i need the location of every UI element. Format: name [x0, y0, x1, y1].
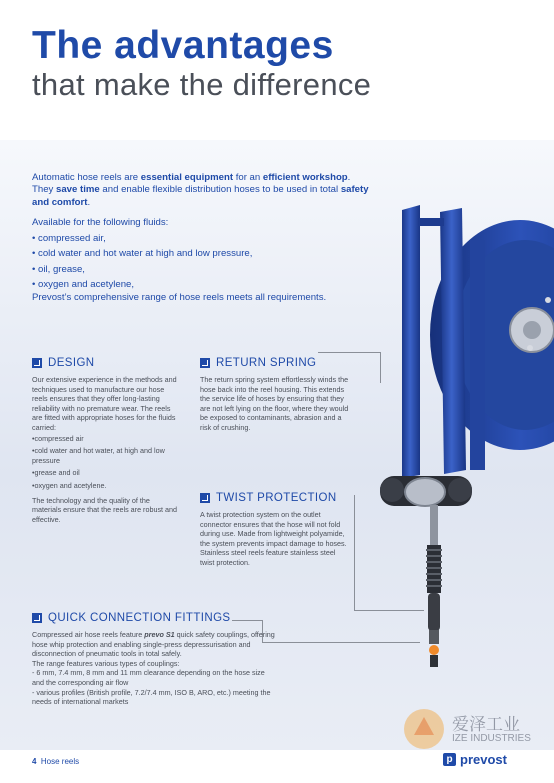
page-number: 4 Hose reels: [32, 757, 80, 766]
return-spring-body: The return spring system effortlessly winds the hose back into the reel housing. This extends the service life of hoses by ensuring that they are not left lying on the floor, where they would be exposed to contaminants, abrasion and a risk of crushing.: [200, 375, 349, 432]
intro-paragraph: Automatic hose reels are essential equipment for an efficient workshop. They save time and enable flexible distribution hoses to be used in total safety and comfort.: [32, 172, 369, 208]
list-item: - 6 mm, 7.4 mm, 8 mm and 11 mm clearance depending on the hose size and the corresponding air flow: [32, 668, 265, 687]
section-heading-return-spring: RETURN SPRING: [200, 357, 316, 369]
watermark-en: IZE INDUSTRIES: [452, 733, 531, 744]
arrow-icon: [32, 613, 42, 623]
list-item: • oxygen and acetylene,: [32, 277, 252, 292]
page-title: The advantages: [32, 24, 334, 67]
arrow-icon: [32, 358, 42, 368]
list-item: • compressed air,: [32, 231, 252, 246]
quick-connection-body: [32, 630, 277, 707]
design-body: [32, 375, 178, 524]
hose-assembly: [426, 505, 442, 667]
design-list: [32, 434, 178, 491]
leader-line-twist-h: [354, 610, 424, 611]
range-statement: Prevost’s comprehensive range of hose reels meets all requirements.: [32, 292, 327, 303]
list-item: • compressed air: [32, 434, 178, 444]
list-item: • cold water and hot water at high and low pressure,: [32, 246, 252, 261]
quick-connection-range: The range features various types of couplings:: [32, 658, 180, 668]
section-heading-twist-protection: TWIST PROTECTION: [200, 492, 337, 504]
brand-logo: p prevost: [443, 752, 507, 767]
brand-mark-icon: p: [443, 753, 456, 766]
twist-protection-body: A twist protection system on the outlet connector ensures that the hose will not fold during use. Made from lightweight polyamide, the system prevents impact damage to hoses. Stainless steel reels feature stainless steel twist protection.: [200, 510, 347, 567]
page-subtitle: that make the difference: [32, 67, 372, 102]
section-heading-design: DESIGN: [32, 357, 95, 369]
watermark-cn: 爱泽工业: [452, 715, 520, 735]
watermark-logo-icon: [400, 705, 448, 753]
arrow-icon: [200, 493, 210, 503]
leader-line-quick-h: [262, 642, 420, 643]
list-item: - various profiles (British profile, 7.2/7.4 mm, ISO B, ARO, etc.) meeting the needs of international markets: [32, 687, 271, 707]
quick-connection-text: Compressed air hose reels feature prevo S1 quick safety couplings, offering hose whip protection and enabling single-press depressurisation and disconnection of pneumatic tools in total safely.: [32, 630, 275, 659]
design-text: Our extensive experience in the methods and techniques used to manufacture our hose reels ensures that they offer long-lasting reliability with no premature wear. The reels are fitted with appropriate hoses for the fluids carried:: [32, 375, 177, 432]
guide-rollers: [380, 476, 472, 506]
reel-frame: [402, 205, 485, 478]
arrow-icon: [200, 358, 210, 368]
list-item: • oil, grease,: [32, 262, 252, 277]
list-item: • grease and oil: [32, 468, 178, 478]
design-text-2: The technology and the quality of the materials ensure that the reels are robust and effective.: [32, 495, 178, 524]
list-item: • cold water and hot water, at high and low pressure: [32, 446, 178, 465]
leader-line-twist: [354, 495, 355, 610]
list-item: • oxygen and acetylene.: [32, 481, 178, 491]
section-heading-quick-connection: QUICK CONNECTION FITTINGS: [32, 612, 231, 624]
available-fluids-label: Available for the following fluids:: [32, 217, 169, 228]
